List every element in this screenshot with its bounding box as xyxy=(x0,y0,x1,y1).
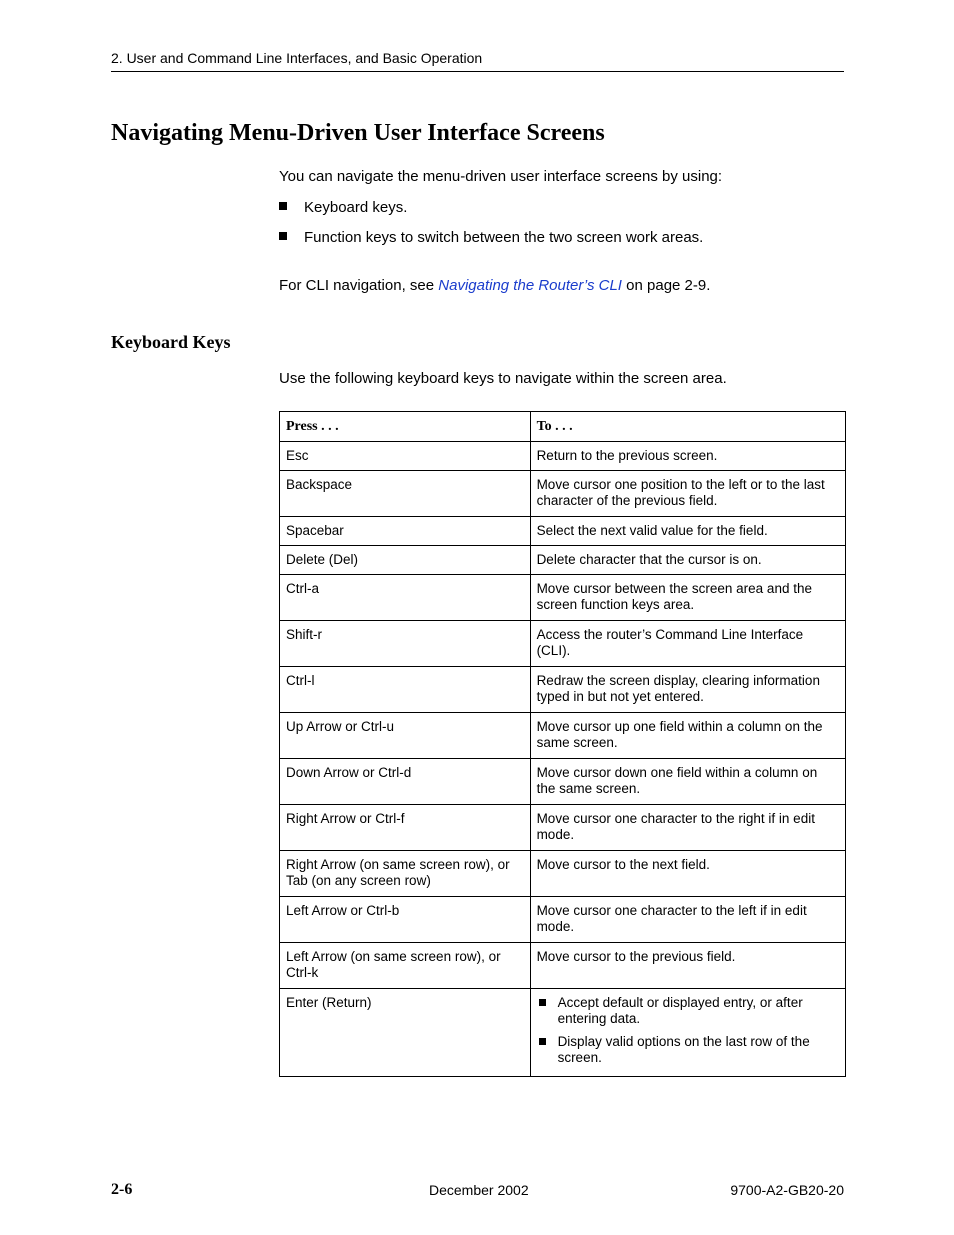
page-number: 2-6 xyxy=(111,1181,133,1198)
key-cell: Right Arrow (on same screen row), or Tab (on any screen row) xyxy=(280,851,531,897)
cli-reference-prefix: For CLI navigation, see xyxy=(279,277,439,294)
footer-date: December 2002 xyxy=(429,1182,529,1198)
list-item-text: Keyboard keys. xyxy=(304,199,408,216)
action-cell: Move cursor one character to the left if in edit mode. xyxy=(530,897,845,943)
key-cell: Left Arrow or Ctrl-b xyxy=(280,897,531,943)
subsection-intro: Use the following keyboard keys to navigate within the screen area. xyxy=(279,370,727,387)
table-row xyxy=(280,667,846,713)
list-item xyxy=(279,229,703,246)
key-cell: Delete (Del) xyxy=(280,546,531,575)
action-cell: Move cursor one position to the left or to the last character of the previous field. xyxy=(530,471,845,517)
key-cell: Spacebar xyxy=(280,517,531,546)
table-row xyxy=(280,471,846,517)
action-cell: Move cursor between the screen area and the screen function keys area. xyxy=(530,575,845,621)
action-cell: Move cursor down one field within a column on the same screen. xyxy=(530,759,845,805)
subsection-title: Keyboard Keys xyxy=(111,332,231,352)
key-cell: Up Arrow or Ctrl-u xyxy=(280,713,531,759)
cell-list-item xyxy=(537,1034,839,1066)
action-cell: Delete character that the cursor is on. xyxy=(530,546,845,575)
table-row xyxy=(280,851,846,897)
header-rule xyxy=(111,71,844,72)
cell-list-item-text: Accept default or displayed entry, or after entering data. xyxy=(557,995,803,1026)
action-cell: Move cursor to the previous field. xyxy=(530,943,845,989)
section-intro: You can navigate the menu-driven user interface screens by using: xyxy=(279,168,723,185)
footer-doc-id: 9700-A2-GB20-20 xyxy=(730,1182,844,1198)
key-cell: Backspace xyxy=(280,471,531,517)
page-title: Navigating Menu-Driven User Interface Screens xyxy=(111,120,605,146)
table-row xyxy=(280,989,846,1077)
bullet-square-icon xyxy=(279,232,287,240)
list-item-text: Function keys to switch between the two screen work areas. xyxy=(304,229,704,246)
table-row xyxy=(280,759,846,805)
table-row xyxy=(280,546,846,575)
cell-list-item xyxy=(537,995,839,1027)
column-header-press: Press . . . xyxy=(280,412,531,442)
table-row xyxy=(280,805,846,851)
table-row xyxy=(280,713,846,759)
key-cell: Ctrl-l xyxy=(280,667,531,713)
action-cell: Redraw the screen display, clearing information typed in but not yet entered. xyxy=(530,667,845,713)
key-cell: Enter (Return) xyxy=(280,989,531,1077)
table-header-row xyxy=(280,412,846,442)
key-cell: Down Arrow or Ctrl-d xyxy=(280,759,531,805)
key-cell: Shift-r xyxy=(280,621,531,667)
action-cell xyxy=(530,989,845,1077)
bullet-square-icon xyxy=(539,999,546,1006)
cli-reference-link[interactable]: Navigating the Router’s CLI xyxy=(438,277,622,294)
table-row xyxy=(280,575,846,621)
key-cell: Esc xyxy=(280,442,531,471)
column-header-to: To . . . xyxy=(530,412,845,442)
key-cell: Right Arrow or Ctrl-f xyxy=(280,805,531,851)
table-row xyxy=(280,621,846,667)
key-cell: Ctrl-a xyxy=(280,575,531,621)
bullet-square-icon xyxy=(539,1038,546,1045)
table-body xyxy=(280,442,846,1077)
action-cell: Move cursor to the next field. xyxy=(530,851,845,897)
keyboard-keys-table xyxy=(279,411,846,1077)
cell-list-item-text: Display valid options on the last row of the screen. xyxy=(557,1034,810,1065)
table-row xyxy=(280,943,846,989)
bullet-square-icon xyxy=(279,202,287,210)
table-row xyxy=(280,897,846,943)
cli-reference-suffix: on page 2-9. xyxy=(621,277,711,294)
running-head: 2. User and Command Line Interfaces, and Basic Operation xyxy=(111,50,483,66)
key-cell: Left Arrow (on same screen row), or Ctrl-k xyxy=(280,943,531,989)
action-cell: Access the router’s Command Line Interface (CLI). xyxy=(530,621,845,667)
table-row xyxy=(280,517,846,546)
action-cell: Move cursor up one field within a column on the same screen. xyxy=(530,713,845,759)
table-row xyxy=(280,442,846,471)
action-cell: Return to the previous screen. xyxy=(530,442,845,471)
action-cell: Select the next valid value for the field. xyxy=(530,517,845,546)
action-cell: Move cursor one character to the right if in edit mode. xyxy=(530,805,845,851)
cli-reference xyxy=(279,277,710,294)
list-item xyxy=(279,199,407,216)
